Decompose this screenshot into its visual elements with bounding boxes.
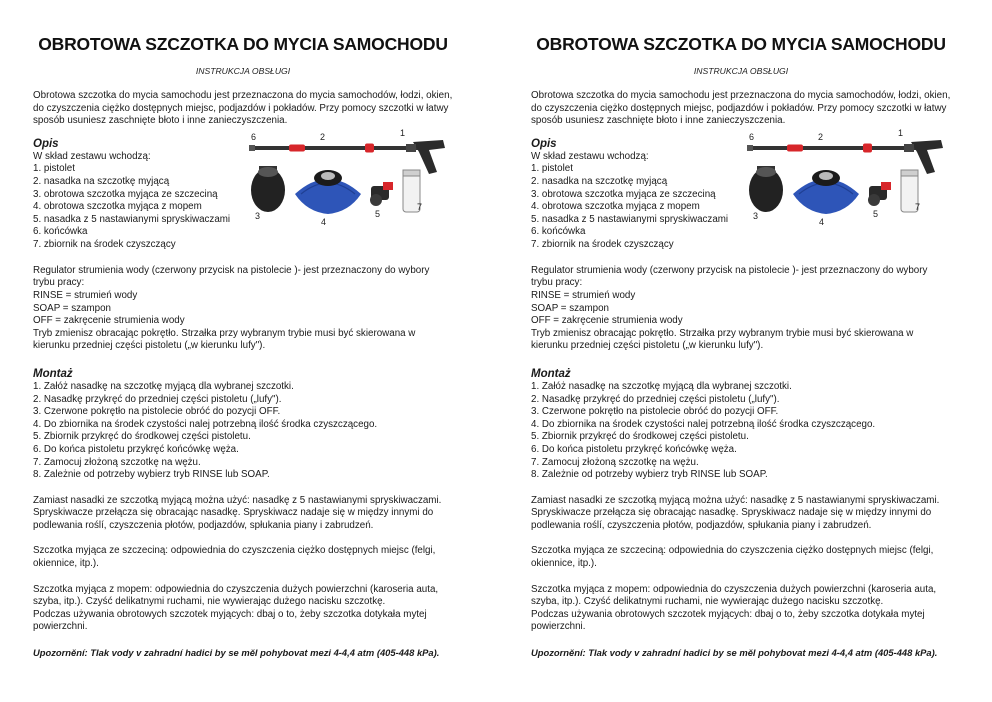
regulator-section	[33, 265, 453, 353]
opis-lead: W skład zestawu wchodzą:	[531, 150, 649, 162]
regulator-line: OFF = zakręcenie strumienia wody	[33, 315, 185, 327]
figure-label: 2	[320, 131, 326, 142]
manual-page-left	[33, 0, 453, 659]
warning-note: Upozornění: Tlak vody v zahradní hadici by se měl pohybovat mezi 4-4,4 atm (405-448 kPa).	[33, 647, 440, 659]
description-section	[33, 127, 453, 255]
mop-paragraph: Szczotka myjąca z mopem: odpowiednia do czyszczenia dużych powierzchni (karoseria auta, szyba, itp.). Czyść delikatnymi ruchami, nie wywierając dużego nacisku szczotkę.	[33, 583, 439, 608]
montaz-heading: Montaż	[33, 367, 73, 380]
list-item: 2. nasadka na szczotkę myjącą	[33, 175, 170, 187]
list-item: 3. obrotowa szczotka myjąca ze szczeciną	[33, 188, 218, 200]
mop-paragraph: Szczotka myjąca z mopem: odpowiednia do czyszczenia dużych powierzchni (karoseria auta, szyba, itp.). Czyść delikatnymi ruchami, nie wywierając dużego nacisku szczotkę.	[531, 583, 937, 608]
figure-label: 5	[873, 208, 879, 219]
page-subtitle: INSTRUKCJA OBSŁUGI	[195, 66, 291, 76]
spray-paragraph: Zamiast nasadki ze szczotką myjącą można użyć: nasadkę z 5 nastawianymi spryskiwaczami. Spryskiwacze przełącza się obracając nasadkę. Spryskiwacz nadaje się w między innymi do podlewania roślí, czyszczenia płotów, podjazdów, spłukania piany i zabrudzeń.	[33, 494, 442, 531]
product-parts-figure	[741, 128, 953, 234]
figure-label: 4	[321, 216, 327, 227]
list-item: 6. Do końca pistoletu przykręć końcówkę węża.	[531, 443, 737, 455]
warning-note: Upozornění: Tlak vody v zahradní hadici by se měl pohybovat mezi 4-4,4 atm (405-448 kPa).	[531, 647, 938, 659]
regulator-line: SOAP = szampon	[33, 302, 111, 314]
mop-section	[531, 584, 951, 634]
list-item: 7. zbiornik na środek czyszczący	[33, 238, 176, 250]
figure-label: 7	[417, 201, 423, 212]
spray-nozzle-icon	[370, 182, 393, 206]
list-item: 3. Czerwone pokrętło na pistolecie obróć do pozycji OFF.	[33, 406, 281, 418]
mop-section	[33, 584, 453, 634]
list-item: 8. Zależnie od potrzeby wybierz tryb RINSE lub SOAP.	[531, 469, 768, 481]
spray-gun-icon	[747, 140, 943, 174]
list-item: 7. Zamocuj złożoną szczotkę na wężu.	[33, 456, 201, 468]
description-section	[531, 127, 951, 255]
bristle-brush-icon	[251, 166, 285, 212]
regulator-line: Tryb zmienisz obracając pokrętło. Strzałka przy wybranym trybie musi być skierowana w kierunku przedniej części pistoletu („w kierunku lufy").	[531, 327, 914, 352]
montaz-heading: Montaż	[531, 367, 571, 380]
page-title: OBROTOWA SZCZOTKA DO MYCIA SAMOCHODU	[38, 34, 448, 54]
figure-label: 7	[915, 201, 921, 212]
list-item: 4. obrotowa szczotka myjąca z mopem	[33, 201, 202, 213]
bristle-paragraph: Szczotka myjąca ze szczeciną: odpowiednia do czyszczenia ciężko dostępnych miejsc (felgi, okiennice, itp.).	[33, 545, 436, 570]
bristle-paragraph: Szczotka myjąca ze szczeciną: odpowiednia do czyszczenia ciężko dostępnych miejsc (felgi, okiennice, itp.).	[531, 545, 934, 570]
list-item: 3. Czerwone pokrętło na pistolecie obróć do pozycji OFF.	[531, 406, 779, 418]
bristle-brush-icon	[749, 166, 783, 212]
list-item: 6. końcówka	[531, 226, 586, 238]
list-item: 2. Nasadkę przykręć do przedniej części pistoletu („lufy").	[33, 393, 282, 405]
list-item: 5. Zbiornik przykręć do środkowej części pistoletu.	[531, 431, 749, 443]
regulator-section	[531, 265, 951, 353]
intro-paragraph: Obrotowa szczotka do mycia samochodu jest przeznaczona do mycia samochodów, łodzi, okien, do czyszczenia ciężko dostępnych miejsc, podjazdów i pokładów. Przy pomocy szczotki w łatwy sposób usuniesz zaschnięte błoto i inne zanieczyszczenia.	[531, 90, 951, 127]
figure-label: 3	[255, 210, 261, 221]
figure-label: 4	[819, 216, 825, 227]
regulator-line: RINSE = strumień wody	[531, 289, 636, 301]
figure-label: 6	[251, 131, 257, 142]
list-item: 5. nasadka z 5 nastawianymi spryskiwaczami	[531, 213, 729, 225]
list-item: 1. Załóż nasadkę na szczotkę myjącą dla wybranej szczotki.	[33, 380, 294, 392]
list-item: 2. nasadka na szczotkę myjącą	[531, 175, 668, 187]
spray-gun-icon	[249, 140, 445, 174]
figure-label: 1	[400, 127, 406, 138]
regulator-line: OFF = zakręcenie strumienia wody	[531, 315, 683, 327]
figure-label: 6	[749, 131, 755, 142]
list-item: 2. Nasadkę przykręć do przedniej części pistoletu („lufy").	[531, 393, 780, 405]
regulator-line: Tryb zmienisz obracając pokrętło. Strzałka przy wybranym trybie musi być skierowana w kierunku przedniej części pistoletu („w kierunku lufy").	[33, 327, 416, 352]
product-parts-figure	[243, 128, 455, 234]
figure-label: 1	[898, 127, 904, 138]
list-item: 4. Do zbiornika na środek czystości nalej potrzebną ilość środka czyszczącego.	[531, 418, 876, 430]
regulator-line: Regulator strumienia wody (czerwony przycisk na pistolecie )- jest przeznaczony do wybory trybu pracy:	[531, 264, 928, 289]
spray-paragraph: Zamiast nasadki ze szczotką myjącą można użyć: nasadkę z 5 nastawianymi spryskiwaczami. Spryskiwacze przełącza się obracając nasadkę. Spryskiwacz nadaje się w między innymi do podlewania roślí, czyszczenia płotów, podjazdów, spłukania piany i zabrudzeń.	[531, 494, 940, 531]
regulator-line: SOAP = szampon	[531, 302, 609, 314]
opis-heading: Opis	[531, 137, 557, 150]
montaz-section	[33, 368, 453, 482]
list-item: 1. pistolet	[531, 163, 573, 175]
list-item: 6. Do końca pistoletu przykręć końcówkę węża.	[33, 443, 239, 455]
list-item: 6. końcówka	[33, 226, 88, 238]
intro-paragraph: Obrotowa szczotka do mycia samochodu jest przeznaczona do mycia samochodów, łodzi, okien, do czyszczenia ciężko dostępnych miejsc, podjazdów i pokładów. Przy pomocy szczotki w łatwy sposób usuniesz zaschnięte błoto i inne zanieczyszczenia.	[33, 90, 453, 127]
opis-heading: Opis	[33, 137, 59, 150]
list-item: 4. Do zbiornika na środek czystości nalej potrzebną ilość środka czyszczącego.	[33, 418, 378, 430]
list-item: 8. Zależnie od potrzeby wybierz tryb RINSE lub SOAP.	[33, 469, 270, 481]
figure-label: 3	[753, 210, 759, 221]
spray-nozzle-icon	[868, 182, 891, 206]
mop-paragraph-2: Podczas używania obrotowych szczotek myjących: dbaj o to, żeby szczotka dotykała mytej powierzchni.	[531, 608, 925, 633]
montaz-section	[531, 368, 951, 482]
regulator-line: RINSE = strumień wody	[33, 289, 138, 301]
regulator-line: Regulator strumienia wody (czerwony przycisk na pistolecie )- jest przeznaczony do wybory trybu pracy:	[33, 264, 430, 289]
list-item: 7. zbiornik na środek czyszczący	[531, 238, 674, 250]
figure-label: 2	[818, 131, 824, 142]
opis-lead: W skład zestawu wchodzą:	[33, 150, 151, 162]
list-item: 1. pistolet	[33, 163, 75, 175]
page-subtitle: INSTRUKCJA OBSŁUGI	[693, 66, 789, 76]
list-item: 5. nasadka z 5 nastawianymi spryskiwaczami	[33, 213, 231, 225]
description-text	[33, 138, 253, 252]
mop-paragraph-2: Podczas używania obrotowych szczotek myjących: dbaj o to, żeby szczotka dotykała mytej powierzchni.	[33, 608, 427, 633]
list-item: 7. Zamocuj złożoną szczotkę na wężu.	[531, 456, 699, 468]
list-item: 3. obrotowa szczotka myjąca ze szczeciną	[531, 188, 716, 200]
description-text	[531, 138, 751, 252]
page-title: OBROTOWA SZCZOTKA DO MYCIA SAMOCHODU	[536, 34, 946, 54]
list-item: 5. Zbiornik przykręć do środkowej części pistoletu.	[33, 431, 251, 443]
mop-brush-icon	[295, 170, 361, 214]
figure-label: 5	[375, 208, 381, 219]
mop-brush-icon	[793, 170, 859, 214]
list-item: 1. Załóż nasadkę na szczotkę myjącą dla wybranej szczotki.	[531, 380, 792, 392]
manual-page-right	[531, 0, 951, 659]
list-item: 4. obrotowa szczotka myjąca z mopem	[531, 201, 700, 213]
